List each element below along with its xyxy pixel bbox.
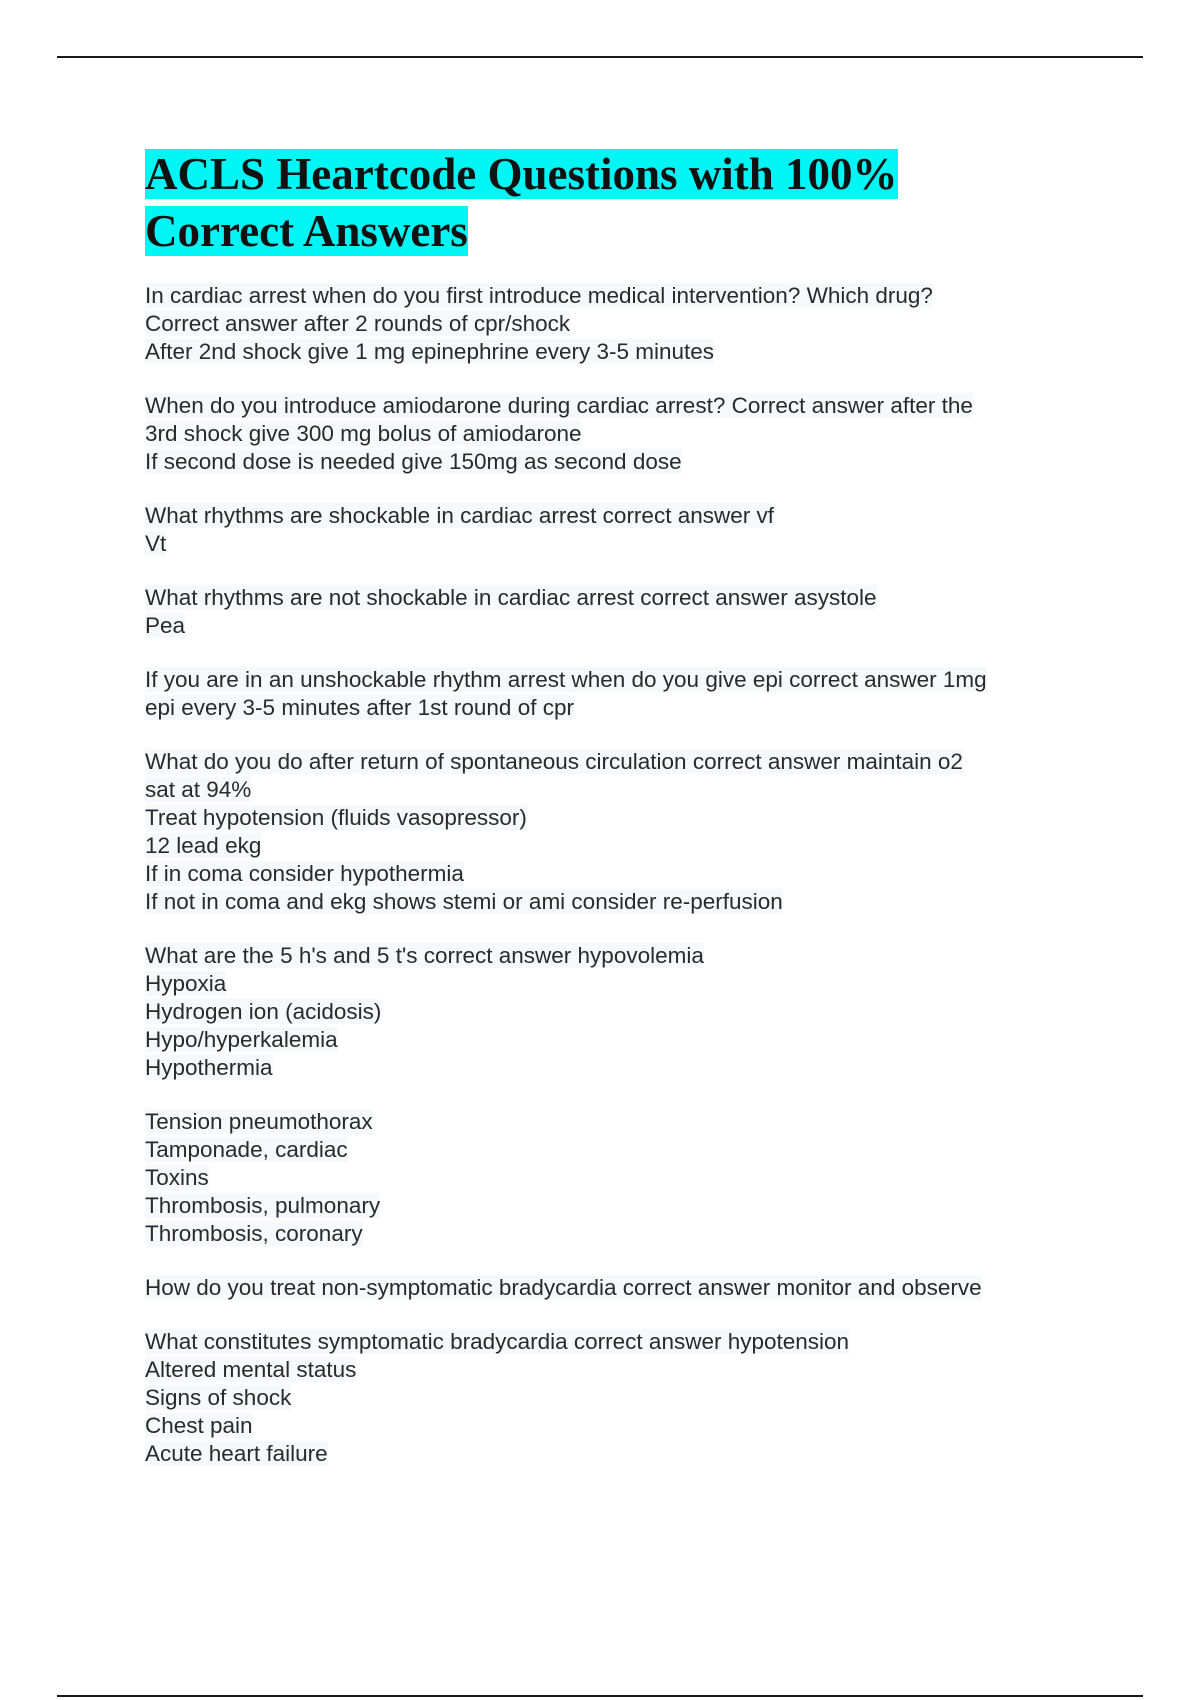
text-line: What rhythms are not shockable in cardiac arrest correct answer asystole — [145, 585, 877, 610]
qa-block — [145, 392, 1085, 476]
text-line: Toxins — [145, 1165, 209, 1190]
qa-block — [145, 1328, 1085, 1468]
text-line: Tension pneumothorax — [145, 1109, 373, 1134]
text-line: If you are in an unshockable rhythm arrest when do you give epi correct answer 1mg — [145, 667, 987, 692]
text-line: Thrombosis, coronary — [145, 1221, 363, 1246]
title-line: Correct Answers — [145, 206, 468, 256]
text-line: Thrombosis, pulmonary — [145, 1193, 381, 1218]
text-line: Correct answer after 2 rounds of cpr/shock — [145, 311, 571, 336]
document-body — [145, 146, 1085, 1494]
title-line: ACLS Heartcode Questions with 100% — [145, 149, 898, 199]
text-line: In cardiac arrest when do you first introduce medical intervention? Which drug? — [145, 283, 933, 308]
text-line: 3rd shock give 300 mg bolus of amiodarone — [145, 421, 582, 446]
text-line: If not in coma and ekg shows stemi or ami consider re-perfusion — [145, 889, 783, 914]
text-line: If second dose is needed give 150mg as second dose — [145, 449, 682, 474]
header-rule — [57, 56, 1143, 58]
text-line: Hypoxia — [145, 971, 227, 996]
qa-block — [145, 282, 1085, 366]
text-line: Treat hypotension (fluids vasopressor) — [145, 805, 527, 830]
text-line: Vt — [145, 531, 167, 556]
text-line: Signs of shock — [145, 1385, 292, 1410]
text-line: How do you treat non-symptomatic bradycardia correct answer monitor and observe — [145, 1275, 982, 1300]
text-line: Hypo/hyperkalemia — [145, 1027, 338, 1052]
text-line: When do you introduce amiodarone during cardiac arrest? Correct answer after the — [145, 393, 973, 418]
text-line: Tamponade, cardiac — [145, 1137, 348, 1162]
text-line: What are the 5 h's and 5 t's correct answer hypovolemia — [145, 943, 704, 968]
text-line: Hydrogen ion (acidosis) — [145, 999, 382, 1024]
text-line: What constitutes symptomatic bradycardia correct answer hypotension — [145, 1329, 850, 1354]
text-line: If in coma consider hypothermia — [145, 861, 464, 886]
text-line: What do you do after return of spontaneous circulation correct answer maintain o2 — [145, 749, 963, 774]
qa-block — [145, 584, 1085, 640]
text-line: Acute heart failure — [145, 1441, 328, 1466]
qa-block — [145, 1274, 1085, 1302]
qa-block — [145, 666, 1085, 722]
text-line: After 2nd shock give 1 mg epinephrine every 3-5 minutes — [145, 339, 715, 364]
text-line: Pea — [145, 613, 186, 638]
text-line: epi every 3-5 minutes after 1st round of cpr — [145, 695, 574, 720]
text-line: Altered mental status — [145, 1357, 357, 1382]
qa-block — [145, 1108, 1085, 1248]
text-line: Chest pain — [145, 1413, 253, 1438]
qa-block — [145, 942, 1085, 1082]
footer-rule — [57, 1695, 1143, 1697]
text-line: 12 lead ekg — [145, 833, 262, 858]
qa-block — [145, 748, 1085, 916]
text-line: What rhythms are shockable in cardiac arrest correct answer vf — [145, 503, 774, 528]
text-line: sat at 94% — [145, 777, 252, 802]
document-title — [145, 146, 1085, 260]
qa-block — [145, 502, 1085, 558]
text-line: Hypothermia — [145, 1055, 273, 1080]
